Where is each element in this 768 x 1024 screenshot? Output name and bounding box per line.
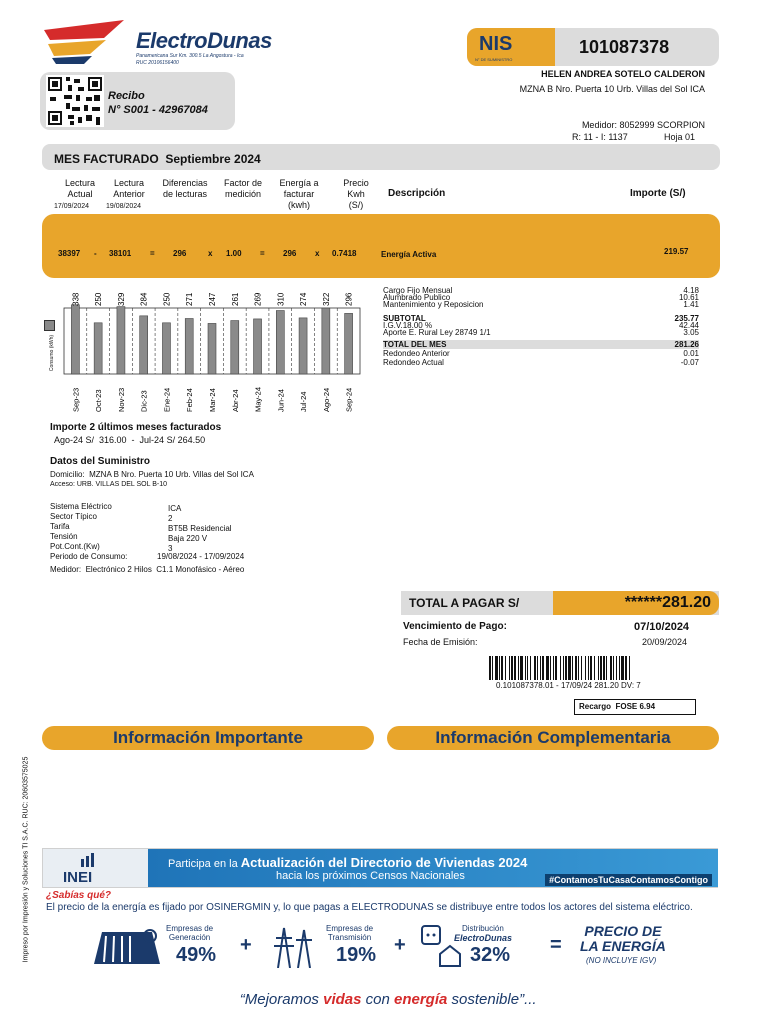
- slogan-c: con: [361, 991, 394, 1008]
- charge-row: [383, 358, 699, 367]
- total-value: ******281.20: [624, 594, 711, 611]
- printer-side-text: Impreso por Impresión y Soluciones TI S.A.C. RUC: 20603575025: [22, 756, 30, 963]
- banner-panel: [148, 849, 718, 887]
- barcode-bar: [534, 656, 536, 680]
- supply-value: Baja 220 V: [168, 534, 208, 543]
- charge-label: Cargo Fijo Mensual: [383, 286, 453, 295]
- barcode-bar: [537, 656, 538, 680]
- chart-bar: [345, 313, 353, 374]
- barcode-bar: [546, 656, 549, 680]
- chart-ylabel: Consumo (kWh): [49, 334, 55, 372]
- head-precio: Precio Kwh (S/): [343, 178, 369, 210]
- charge-label: SUBTOTAL: [383, 314, 426, 323]
- chart-bar: [231, 321, 239, 374]
- chart-value-label: 322: [321, 292, 331, 306]
- total-label: TOTAL A PAGAR S/: [409, 596, 520, 610]
- barcode-bar: [530, 656, 531, 680]
- nis-label-box: [467, 28, 555, 66]
- charge-label: Mantenimiento y Reposicion: [383, 300, 484, 309]
- customer-sheet: Hoja 01: [664, 132, 696, 142]
- reading-actual: 38397: [58, 249, 81, 258]
- billing-month-bar: [42, 144, 720, 170]
- chart-bar: [140, 316, 148, 374]
- barcode-bar: [598, 656, 599, 680]
- charge-label: Redondeo Actual: [383, 358, 444, 367]
- chart-category-label: Jul-24: [299, 391, 309, 412]
- receipt-label: Recibo: [108, 90, 145, 102]
- supply-title: Datos del Suministro: [50, 456, 151, 467]
- barcode-bar: [621, 656, 624, 680]
- supply-periodo-value: 19/08/2024 - 17/09/2024: [157, 552, 245, 561]
- chart-category-label: Dic-23: [139, 390, 149, 412]
- chart-value-label: 284: [139, 292, 149, 306]
- reading-price: 0.7418: [332, 249, 357, 258]
- charge-amount: 10.61: [678, 293, 699, 302]
- price-title: PRECIO DE LA ENERGÍA: [580, 923, 666, 954]
- supply-value: BT5B Residencial: [168, 524, 232, 533]
- brand-address: Panamericana Sur Km. 300.5 La Angostura - Ica: [136, 53, 244, 59]
- chart-category-label: Jun-24: [276, 389, 286, 412]
- barcode-bar: [575, 656, 577, 680]
- reading-eq1: =: [150, 249, 155, 258]
- barcode-bar: [527, 656, 528, 680]
- chart-bar: [322, 308, 330, 374]
- head-anterior: Lectura Anterior: [113, 178, 145, 199]
- supply-value: ICA: [168, 504, 182, 513]
- plus-1: +: [240, 934, 252, 956]
- charge-amount: 0.01: [683, 349, 699, 358]
- reading-x2: x: [315, 249, 320, 258]
- chart-bar: [94, 323, 102, 374]
- charge-amount: 4.18: [683, 286, 699, 295]
- slogan-e: sostenible”...: [447, 991, 537, 1008]
- banner-tag: #ContamosTuCasaContamosContigo: [545, 874, 712, 886]
- reading-energy: 296: [283, 249, 297, 258]
- customer-route: R: 11 - I: 1137: [572, 132, 628, 142]
- slogan: [0, 974, 768, 1008]
- charge-row: [383, 300, 699, 309]
- chart-bar: [299, 318, 307, 374]
- receipt-box: [40, 72, 235, 130]
- chart-value-label: 296: [344, 292, 354, 306]
- qr-code-icon: [46, 75, 104, 127]
- plus-2: +: [394, 934, 406, 956]
- charge-amount: 235.77: [674, 314, 699, 323]
- chart-category-label: Feb-24: [185, 388, 195, 412]
- census-banner: [42, 848, 718, 888]
- chart-bar: [185, 319, 193, 374]
- barcode-bar: [518, 656, 519, 680]
- banner-line1b: Actualización del Directorio de Viviendas 2024: [240, 855, 528, 870]
- charge-label: I.G.V.18.00 %: [383, 321, 433, 330]
- consumption-chart: [42, 286, 372, 420]
- reading-factor: 1.00: [226, 249, 242, 258]
- price-note: (NO INCLUYE IGV): [586, 956, 657, 965]
- supply-key: Tensión: [50, 532, 78, 541]
- charge-row: [383, 328, 699, 337]
- barcode-bar: [492, 656, 493, 680]
- reading-eq2: =: [260, 249, 265, 258]
- charge-amount: 1.41: [683, 300, 699, 309]
- barcode-bar: [525, 656, 526, 680]
- dis-value: 32%: [470, 944, 511, 966]
- barcode-bar: [578, 656, 579, 680]
- info-important-pill: Información Importante: [42, 726, 374, 750]
- barcode-bar: [594, 656, 595, 680]
- brand-ruc: RUC 20106156400: [136, 60, 179, 66]
- charge-row: [383, 349, 699, 358]
- barcode-bar: [616, 656, 617, 680]
- total-value-box: [553, 591, 719, 615]
- chart-bar: [71, 305, 79, 374]
- supply-domicilio: Domicilio: MZNA B Nro. Puerta 10 Urb. Villas del Sol ICA: [50, 470, 254, 479]
- slogan-a: “Mejoramos: [239, 991, 324, 1008]
- chart-category-label: May-24: [253, 386, 263, 412]
- charge-amount: 281.26: [674, 340, 699, 349]
- barcode-bar: [619, 656, 620, 680]
- chart-value-label: 271: [185, 292, 195, 306]
- supply-key: Pot.Cont.(Kw): [50, 542, 100, 551]
- gen-value: 49%: [176, 944, 217, 966]
- barcode-bar: [509, 656, 510, 680]
- barcode-bar: [520, 656, 523, 680]
- chart-bar: [208, 323, 216, 374]
- supply-value: 3: [168, 544, 173, 553]
- barcode-bar: [505, 656, 506, 680]
- chart-bar: [162, 323, 170, 374]
- reading-dash: -: [94, 249, 97, 258]
- barcode-bar: [568, 656, 571, 680]
- barcode-bar: [499, 656, 500, 680]
- supply-key: Sistema Eléctrico: [50, 502, 112, 511]
- head-actual: Lectura Actual: [64, 178, 96, 199]
- barcode-bar: [572, 656, 573, 680]
- chart-category-label: Ago-24: [321, 387, 331, 412]
- reading-desc: Energía Activa: [381, 250, 437, 259]
- inei-label: INEI: [63, 869, 93, 886]
- tra-label: Empresas de Transmisión: [326, 924, 374, 942]
- barcode-bar: [585, 656, 586, 680]
- chart-category-label: Sep-23: [71, 387, 81, 412]
- barcode-bar: [590, 656, 592, 680]
- barcode-bar: [542, 656, 544, 680]
- barcode-bar: [495, 656, 498, 680]
- last-two-text: Ago-24 S/ 316.00 - Jul-24 S/ 264.50: [54, 435, 206, 445]
- barcode-bar: [613, 656, 614, 680]
- chart-value-label: 250: [162, 292, 172, 306]
- chart-category-label: Abr-24: [230, 389, 240, 412]
- info-complementary-pill: Información Complementaria: [387, 726, 719, 750]
- barcode-bar: [560, 656, 561, 680]
- due-label: Vencimiento de Pago:: [403, 621, 507, 632]
- barcode-bar: [563, 656, 564, 680]
- brand-logo-mark: [44, 20, 134, 64]
- barcode-bar: [555, 656, 557, 680]
- reading-amount: 219.57: [664, 247, 689, 256]
- chart-value-label: 310: [276, 292, 286, 306]
- barcode-bar: [603, 656, 605, 680]
- slogan-d: energía: [394, 991, 448, 1008]
- nis-box: [467, 28, 719, 66]
- barcode-bar: [514, 656, 516, 680]
- charge-label: TOTAL DEL MES: [383, 340, 447, 349]
- energy-question: ¿Sabías qué?: [46, 890, 112, 901]
- dis-label: Distribución: [462, 924, 504, 933]
- chart-category-label: Ene-24: [162, 387, 172, 412]
- barcode-bar: [629, 656, 630, 680]
- head-importe: Importe (S/): [630, 188, 686, 199]
- recargo-box: Recargo FOSE 6.94: [574, 699, 696, 715]
- head-anterior-date: 19/08/2024: [106, 203, 142, 210]
- slogan-b: vidas: [323, 991, 362, 1008]
- charge-label: Redondeo Anterior: [383, 349, 450, 358]
- banner-line1a: Participa en la: [168, 858, 241, 870]
- barcode-bar: [511, 656, 513, 680]
- head-descripcion: Descripción: [388, 188, 446, 199]
- tra-value: 19%: [336, 944, 377, 966]
- last-two-title: Importe 2 últimos meses facturados: [50, 422, 222, 433]
- charge-label: Alumbrado Publico: [383, 293, 451, 302]
- plug-house-icon: [418, 924, 462, 968]
- chart-category-label: Sep-24: [344, 387, 354, 412]
- chart-value-label: 250: [94, 292, 104, 306]
- issue-value: 20/09/2024: [642, 637, 688, 647]
- head-diferencias: Diferencias de lecturas: [162, 178, 208, 199]
- chart-value-label: 274: [299, 292, 309, 306]
- barcode-bar: [588, 656, 589, 680]
- gen-label: Empresas de Generación: [166, 924, 214, 942]
- energy-diagram: [92, 922, 672, 970]
- equals: =: [550, 934, 562, 956]
- barcode-bar: [600, 656, 602, 680]
- chart-category-label: Nov-23: [116, 387, 126, 412]
- reading-row: [42, 214, 720, 278]
- customer-address: MZNA B Nro. Puerta 10 Urb. Villas del Sol ICA: [519, 84, 705, 94]
- reading-x1: x: [208, 249, 213, 258]
- reading-anterior: 38101: [109, 249, 132, 258]
- head-energia: Energía a facturar (kwh): [279, 178, 319, 210]
- supply-key: Tarifa: [50, 522, 70, 531]
- barcode-bar: [610, 656, 612, 680]
- barcode-bar: [581, 656, 582, 680]
- supply-key: Sector Típico: [50, 512, 97, 521]
- barcode-bar: [606, 656, 607, 680]
- charge-amount: 3.05: [683, 328, 699, 337]
- nis-value: 101087378: [579, 37, 670, 57]
- chart-category-label: Oct-23: [94, 389, 104, 412]
- charge-label: Aporte E. Rural Ley 28749 1/1: [383, 328, 491, 337]
- customer-name: HELEN ANDREA SOTELO CALDERON: [541, 69, 705, 79]
- nis-sublabel: N° DE SUMINISTRO: [475, 57, 513, 62]
- barcode-bar: [489, 656, 491, 680]
- inei-logo-icon: [79, 853, 99, 867]
- chart-value-label: 338: [71, 292, 81, 306]
- brand-name: ElectroDunas: [136, 28, 272, 53]
- tower-icon: [262, 924, 322, 968]
- energy-text: El precio de la energía es fijado por OSINERGMIN y, lo que pagas a ELECTRODUNAS se distribuye entre todos los actores del sistema eléctrico.: [46, 902, 693, 913]
- issue-label: Fecha de Emisión:: [403, 637, 478, 647]
- barcode-bar: [565, 656, 567, 680]
- chart-svg: [42, 286, 372, 420]
- hydro-plant-icon: [92, 924, 162, 968]
- reading-diff: 296: [173, 249, 187, 258]
- chart-value-label: 269: [253, 292, 263, 306]
- supply-medidor: Medidor: Electrónico 2 Hilos C1.1 Monofásico - Aéreo: [50, 565, 245, 574]
- head-actual-date: 17/09/2024: [54, 203, 90, 210]
- chart-value-label: 329: [116, 292, 126, 306]
- chart-value-label: 261: [230, 292, 240, 306]
- chart-value-label: 247: [208, 292, 217, 306]
- barcode-text: 0.101087378.01 - 17/09/24 281.20 DV: 7: [496, 681, 641, 690]
- supply-periodo-label: Periodo de Consumo:: [50, 552, 128, 561]
- total-box: [401, 591, 719, 615]
- charge-amount: 42.44: [678, 321, 699, 330]
- charge-amount: -0.07: [680, 358, 699, 367]
- charge-row: [383, 340, 699, 349]
- chart-bar: [254, 319, 262, 374]
- barcode-bar: [540, 656, 541, 680]
- supply-acceso: Acceso: URB. VILLAS DEL SOL B-10: [50, 481, 167, 488]
- barcode-bar: [550, 656, 551, 680]
- receipt-number: N° S001 - 42967084: [108, 104, 208, 116]
- barcode-bar: [553, 656, 554, 680]
- barcode-bar: [501, 656, 503, 680]
- dis-brand: ElectroDunas: [454, 933, 513, 943]
- chart-category-label: Mar-24: [208, 388, 217, 412]
- chart-bar: [117, 307, 125, 374]
- barcode-bar: [625, 656, 627, 680]
- banner-line1: [168, 855, 527, 870]
- billing-month: MES FACTURADO Septiembre 2024: [54, 152, 261, 166]
- customer-meter: Medidor: 8052999 SCORPION: [581, 120, 705, 130]
- chart-bar: [276, 311, 284, 374]
- barcode: [489, 656, 701, 680]
- nis-label: NIS: [479, 33, 513, 55]
- supply-value: 2: [168, 514, 173, 523]
- head-factor: Factor de medición: [223, 178, 263, 199]
- brand-logo: [44, 20, 294, 70]
- banner-line2: hacia los próximos Censos Nacionales: [276, 870, 465, 882]
- due-value: 07/10/2024: [634, 621, 690, 633]
